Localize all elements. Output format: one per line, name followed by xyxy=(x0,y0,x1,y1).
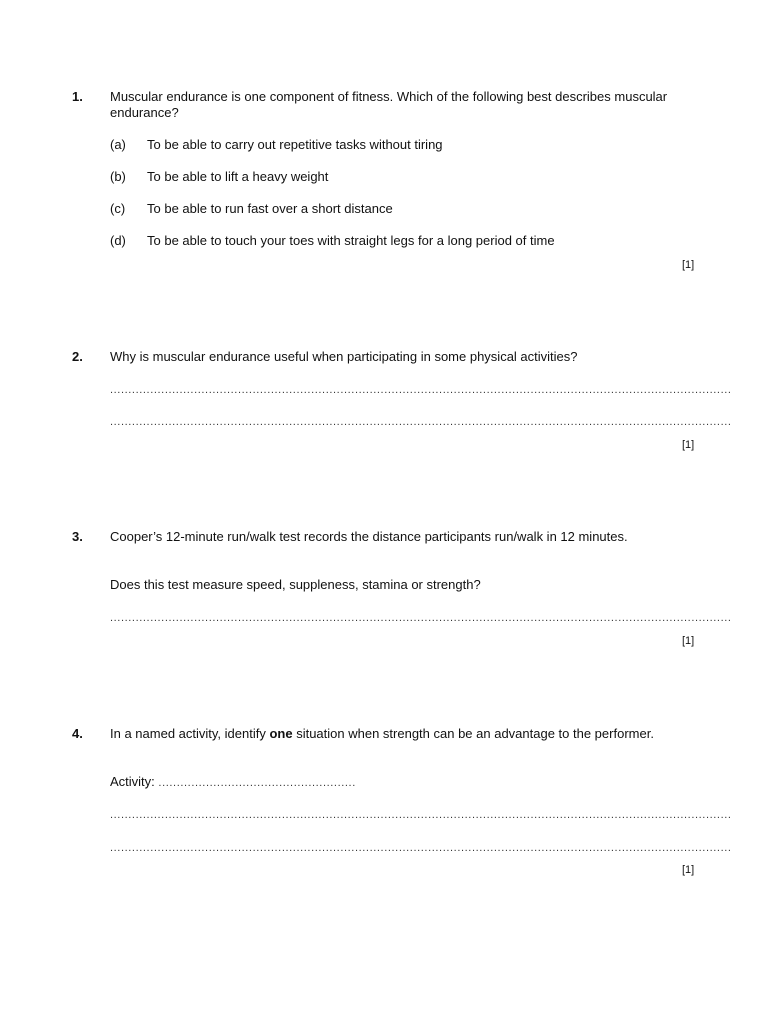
question-4-text-start: In a named activity, identify xyxy=(110,726,270,741)
question-2-mark: [1] xyxy=(682,439,695,451)
question-4-emphasis: one xyxy=(269,726,293,741)
question-4-text-end: situation when strength can be an advantage to the performer. xyxy=(292,726,654,741)
question-4-mark: [1] xyxy=(682,864,695,876)
answer-line[interactable]: .......................................................................................................................................................................... xyxy=(110,842,732,854)
option-d-text: To be able to touch your toes with straight legs for a long period of time xyxy=(147,233,555,248)
question-3-subtext: Does this test measure speed, suppleness, stamina or strength? xyxy=(110,577,481,592)
answer-line[interactable]: .......................................................................................................................................................................... xyxy=(110,612,732,624)
activity-row xyxy=(110,774,356,791)
option-c-text: To be able to run fast over a short distance xyxy=(147,201,393,216)
option-b-text: To be able to lift a heavy weight xyxy=(147,169,329,184)
question-3-text: Cooper’s 12-minute run/walk test records the distance participants run/walk in 12 minutes. xyxy=(110,529,628,544)
question-2-text: Why is muscular endurance useful when participating in some physical activities? xyxy=(110,349,578,364)
answer-line[interactable]: .......................................................................................................................................................................... xyxy=(110,809,732,821)
answer-line[interactable]: .......................................................................................................................................................................... xyxy=(110,384,732,396)
question-4-text xyxy=(110,726,670,742)
option-b-letter: (b) xyxy=(110,169,126,184)
question-1-mark: [1] xyxy=(682,259,695,271)
option-a-text: To be able to carry out repetitive tasks without tiring xyxy=(147,137,443,152)
question-3-mark: [1] xyxy=(682,635,695,647)
question-3-number: 3. xyxy=(72,529,83,544)
option-d-letter: (d) xyxy=(110,233,126,248)
activity-label: Activity: xyxy=(110,774,155,789)
answer-line[interactable]: .......................................................................................................................................................................... xyxy=(110,416,732,428)
option-a-letter: (a) xyxy=(110,137,126,152)
question-1-number: 1. xyxy=(72,89,83,104)
question-1-text: Muscular endurance is one component of fitness. Which of the following best describes muscular endurance? xyxy=(110,89,668,120)
option-c-letter: (c) xyxy=(110,201,126,216)
question-2-number: 2. xyxy=(72,349,83,364)
activity-line[interactable]: ...................................................... xyxy=(158,777,356,789)
question-4-number: 4. xyxy=(72,726,83,741)
